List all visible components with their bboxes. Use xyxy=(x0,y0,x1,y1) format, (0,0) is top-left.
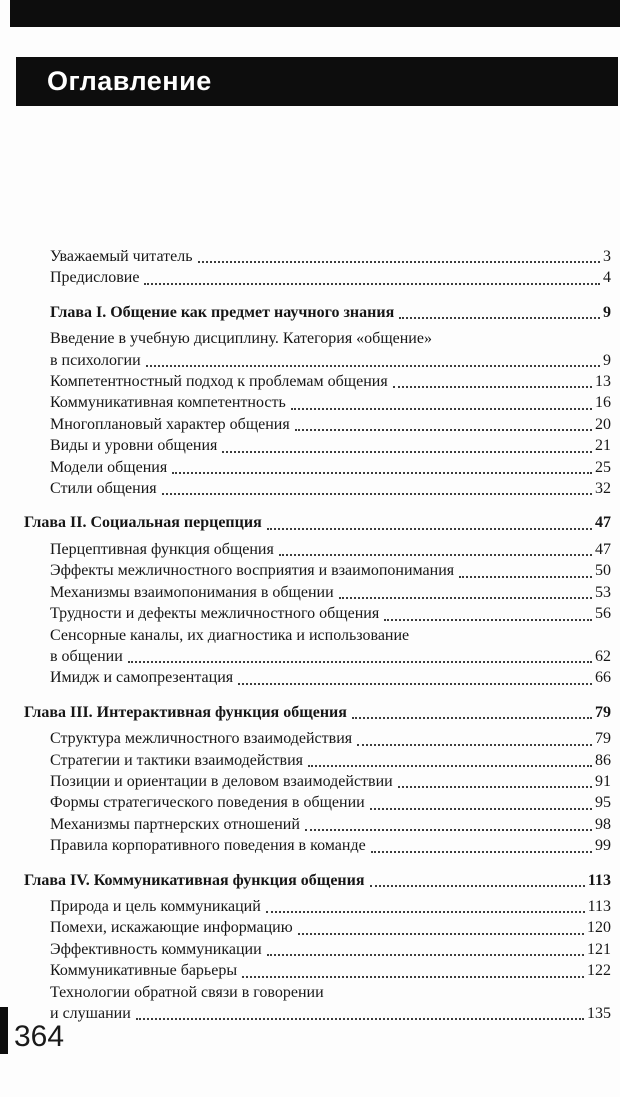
toc-page-number: 9 xyxy=(603,351,611,369)
toc-entry-title: Глава IV. Коммуникативная функция общения xyxy=(24,871,365,889)
dot-leader xyxy=(399,317,600,319)
toc-page-number: 86 xyxy=(595,751,611,769)
toc-entry-title: Многоплановый характер общения xyxy=(50,415,290,433)
toc-entry-title: Виды и уровни общения xyxy=(50,437,218,455)
toc-entry-title: Имидж и самопрезентация xyxy=(50,669,234,687)
toc-page-number: 50 xyxy=(595,562,611,580)
toc-entry-row xyxy=(50,939,611,960)
dot-leader xyxy=(198,261,600,263)
toc-entry-title: Структура межличностного взаимодействия xyxy=(50,730,353,748)
spine-mark xyxy=(0,1007,8,1054)
dot-leader xyxy=(305,829,592,831)
toc-page-number: 21 xyxy=(595,437,611,455)
dot-leader xyxy=(352,717,592,719)
dot-leader xyxy=(267,954,584,956)
toc-chapter-entry xyxy=(24,302,611,323)
toc-entry xyxy=(24,771,611,792)
toc-entry-title: Формы стратегического поведения в общении xyxy=(50,794,365,812)
toc-entry xyxy=(24,371,611,392)
toc-entry xyxy=(24,667,611,688)
toc-entry-row xyxy=(50,414,611,435)
toc-entry-row xyxy=(50,646,611,667)
toc-entry-title: Позиции и ориентации в деловом взаимодействии xyxy=(50,772,393,790)
toc-page-number: 47 xyxy=(595,514,611,532)
toc-page-number: 25 xyxy=(595,458,611,476)
toc-page-number: 98 xyxy=(595,815,611,833)
toc-entry-row xyxy=(50,302,611,323)
dot-leader xyxy=(370,885,585,887)
toc-entry-row xyxy=(50,478,611,499)
toc-entry-title: Компетентностный подход к проблемам общения xyxy=(50,373,388,391)
dot-leader xyxy=(279,554,592,556)
dot-leader xyxy=(384,619,592,621)
toc-entry-title: Глава II. Социальная перцепция xyxy=(24,514,262,532)
toc-entry-title: Уважаемый читатель xyxy=(50,248,193,265)
toc-entry-row xyxy=(50,582,611,603)
toc-entry-row xyxy=(50,457,611,478)
toc-page-number: 122 xyxy=(587,962,611,980)
toc-entry xyxy=(24,625,611,668)
toc-entry xyxy=(24,414,611,435)
dot-leader xyxy=(298,933,584,935)
dot-leader xyxy=(291,408,592,410)
toc-page-number: 3 xyxy=(603,248,611,265)
toc-entry-title: Трудности и дефекты межличностного общения xyxy=(50,605,380,623)
toc-list xyxy=(24,246,611,1024)
toc-entry-row xyxy=(24,702,611,723)
toc-page-number: 113 xyxy=(587,871,611,889)
toc-entry xyxy=(24,603,611,624)
toc-entry-title: Механизмы взаимопонимания в общении xyxy=(50,583,334,601)
dot-leader xyxy=(128,661,592,663)
toc-entry xyxy=(24,392,611,413)
toc-entry xyxy=(24,560,611,581)
toc-entry-title: Коммуникативная компетентность xyxy=(50,394,286,412)
toc-entry xyxy=(24,960,611,981)
toc-entry xyxy=(24,246,611,267)
toc-entry xyxy=(24,917,611,938)
toc-page-number: 9 xyxy=(603,303,611,321)
toc-chapter-entry xyxy=(24,702,611,723)
toc-entry-row xyxy=(50,667,611,688)
toc-entry-title: в психологии xyxy=(50,351,141,369)
toc-entry-row xyxy=(50,350,611,371)
toc-page-number: 121 xyxy=(587,940,611,958)
toc-entry xyxy=(24,478,611,499)
dot-leader xyxy=(398,786,592,788)
dot-leader xyxy=(242,976,584,978)
toc-entry xyxy=(24,457,611,478)
toc-entry-title: Правила корпоративного поведения в команде xyxy=(50,837,366,855)
toc-entry-row xyxy=(50,917,611,938)
toc-entry-line: Введение в учебную дисциплину. Категория «общение» xyxy=(50,330,432,348)
dot-leader xyxy=(146,365,600,367)
toc-entry-title: Природа и цель коммуникаций xyxy=(50,897,261,915)
toc-entry-row xyxy=(50,750,611,771)
toc-entry xyxy=(24,939,611,960)
toc-entry xyxy=(24,435,611,456)
toc-entry-title: Стили общения xyxy=(50,480,157,498)
toc-page-number: 62 xyxy=(595,647,611,665)
dot-leader xyxy=(238,683,592,685)
toc-chapter-entry xyxy=(24,870,611,891)
dot-leader xyxy=(222,451,592,453)
toc-entry xyxy=(24,814,611,835)
toc-entry-row xyxy=(50,728,611,749)
toc-entry-row xyxy=(50,771,611,792)
toc-page-number: 20 xyxy=(595,415,611,433)
toc-entry-row xyxy=(50,792,611,813)
dot-leader xyxy=(393,386,592,388)
toc-page-number: 120 xyxy=(587,919,611,937)
dot-leader xyxy=(295,429,592,431)
toc-page-number: 16 xyxy=(595,394,611,412)
page-title: Оглавление xyxy=(47,66,212,96)
toc-entry-row xyxy=(50,246,611,267)
toc-entry-row xyxy=(50,267,611,288)
toc-entry-title: в общении xyxy=(50,647,123,665)
toc-page-number: 66 xyxy=(595,669,611,687)
toc-page-number: 99 xyxy=(595,837,611,855)
toc-entry-title: Коммуникативные барьеры xyxy=(50,962,238,980)
dot-leader xyxy=(266,911,585,913)
toc-entry-title: и слушании xyxy=(50,1005,131,1022)
toc-entry-title: Модели общения xyxy=(50,458,168,476)
toc-entry xyxy=(24,750,611,771)
toc-entry xyxy=(24,982,611,1025)
top-black-band xyxy=(10,0,620,27)
page-header xyxy=(16,57,618,106)
toc-entry-title: Механизмы партнерских отношений xyxy=(50,815,300,833)
dot-leader xyxy=(136,1018,584,1020)
dot-leader xyxy=(144,283,600,285)
toc-entry-row xyxy=(50,539,611,560)
toc-entry-row xyxy=(50,603,611,624)
toc-entry-title: Стратегии и тактики взаимодействия xyxy=(50,751,303,769)
toc-page-number: 4 xyxy=(603,269,611,287)
dot-leader xyxy=(308,765,592,767)
toc-page-number: 95 xyxy=(595,794,611,812)
toc-entry-row xyxy=(50,835,611,856)
toc-entry-row xyxy=(50,392,611,413)
toc-page-number: 47 xyxy=(595,540,611,558)
toc-entry-title: Эффекты межличностного восприятия и взаимопонимания xyxy=(50,562,455,580)
toc-entry-row xyxy=(24,512,611,533)
toc-page-number: 113 xyxy=(587,897,611,915)
toc-page-number: 13 xyxy=(595,373,611,391)
page-number: 364 xyxy=(14,1020,65,1053)
toc-entry-row xyxy=(50,814,611,835)
toc-chapter-entry xyxy=(24,512,611,533)
toc-page-number: 91 xyxy=(595,772,611,790)
toc-entry xyxy=(24,835,611,856)
dot-leader xyxy=(371,851,592,853)
toc-entry-row xyxy=(50,560,611,581)
dot-leader xyxy=(339,597,592,599)
toc-entry xyxy=(24,792,611,813)
toc-entry xyxy=(24,328,611,371)
dot-leader xyxy=(459,576,592,578)
toc-entry xyxy=(24,896,611,917)
toc-entry xyxy=(24,539,611,560)
dot-leader xyxy=(162,493,592,495)
toc-entry-title: Глава III. Интерактивная функция общения xyxy=(24,703,347,721)
toc-page-number: 56 xyxy=(595,605,611,623)
toc-entry-row xyxy=(24,870,611,891)
dot-leader xyxy=(172,472,592,474)
toc-entry-title: Глава I. Общение как предмет научного знания xyxy=(50,303,395,321)
toc-page-number: 135 xyxy=(587,1005,611,1022)
toc-page-number: 79 xyxy=(595,730,611,748)
toc-page-number: 53 xyxy=(595,583,611,601)
toc-entry-row xyxy=(50,896,611,917)
toc-entry-title: Эффективность коммуникации xyxy=(50,940,262,958)
toc-entry xyxy=(24,728,611,749)
toc-entry-title: Помехи, искажающие информацию xyxy=(50,919,293,937)
toc-entry xyxy=(24,267,611,288)
toc-entry-title: Перцептивная функция общения xyxy=(50,540,274,558)
toc-entry-row xyxy=(50,435,611,456)
toc-page-number: 32 xyxy=(595,480,611,498)
dot-leader xyxy=(357,744,592,746)
toc-entry-row xyxy=(50,960,611,981)
dot-leader xyxy=(267,528,592,530)
toc-entry-title: Предисловие xyxy=(50,269,140,287)
toc-entry xyxy=(24,582,611,603)
toc-page-number: 79 xyxy=(595,703,611,721)
toc-entry-row xyxy=(50,371,611,392)
toc-entry-line: Технологии обратной связи в говорении xyxy=(50,983,324,1001)
dot-leader xyxy=(370,808,592,810)
toc-entry-line: Сенсорные каналы, их диагностика и использование xyxy=(50,626,410,644)
toc-entry-row xyxy=(50,1003,611,1024)
